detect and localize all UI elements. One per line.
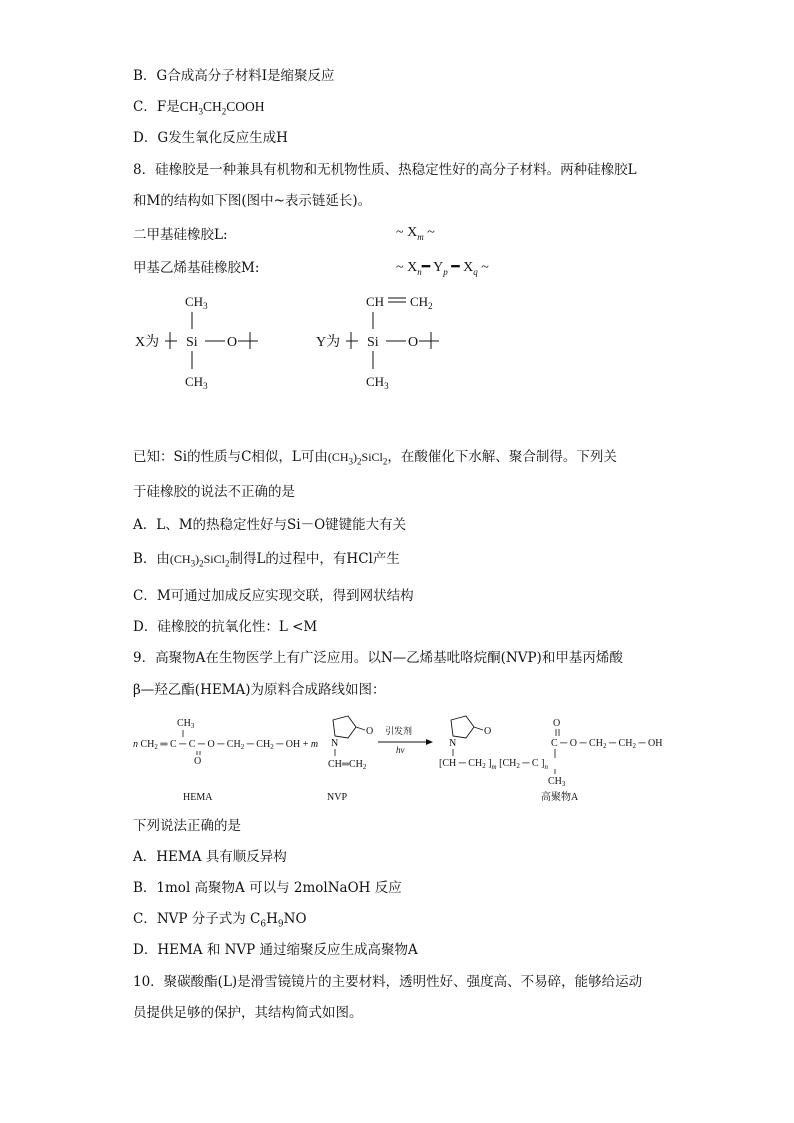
hema-label: HEMA [183,792,213,803]
y-si: Si [367,335,379,350]
x-o: O [227,335,238,350]
product-label: 高聚物A [541,792,579,803]
q8-xy-structures [130,285,470,400]
q8-option-c: C．M可通过加成反应实现交联，得到网状结构 [133,588,414,604]
product-n: N [449,738,457,749]
hema-formula: n $CH_2$ ═ C ─ C ─ O ─ $CH_2$ ─ $CH_2$ ─ OH + m [133,739,319,751]
q8-option-d: D．硅橡胶的抗氧化性：L <M [133,619,318,635]
product-ester: C ─ O ─ $CH_2$ ─ $CH_2$ ─ OH [551,738,663,750]
y-o: O [408,335,419,350]
q8-known-line2: 于硅橡胶的说法不正确的是 [133,484,295,500]
q9-ask: 下列说法正确的是 [133,818,241,834]
nvp-vinyl: $CH═CH_2$ [328,759,367,771]
q9-reaction-scheme [133,712,673,804]
q7-option-c [133,97,265,122]
q9-option-b: B．1mol 高聚物A 可以与 2molNaOH 反应 [133,880,402,896]
nvp-n: N [331,738,339,749]
x-label: X为 [135,335,160,350]
q9-option-a: A．HEMA 具有顺反异构 [133,849,287,865]
q8-option-a: A．L、M的热稳定性好与Si－O键键能大有关 [133,517,407,533]
q7-option-c-prefix: C．F是 [133,99,180,115]
arrow-bottom: hv [396,745,405,755]
q8-stem-line1: 8．硅橡胶是一种兼具有机物和无机物性质、热稳定性好的高分子材料。两种硅橡胶L [133,162,637,178]
q8-known-line1: 已知：Si的性质与C相似，L可由$(CH_3)_2SiCl_2$，在酸催化下水解、聚合制得。下列关 [133,449,617,467]
q8-m-formula: ~ $X_n━$ $Y_p$ ━ $X_q$ ~ [396,260,489,277]
q8-option-b: B．由$(CH_3)_2SiCl_2$制得L的过程中，有HCl产生 [133,551,400,569]
q7-option-b: B．G合成高分子材料I是缩聚反应 [133,68,335,84]
x-top-ch3: $CH_3$ [185,294,208,311]
q8-m-label: 甲基乙烯基硅橡胶M: [133,260,260,276]
q9-stem-line1: 9．高聚物A在生物医学上有广泛应用。以N—乙烯基吡咯烷酮(NVP)和甲基丙烯酸 [133,650,623,666]
nvp-label: NVP [327,792,348,803]
y-vinyl: CH [366,294,385,309]
product-o: O [484,726,492,737]
q8-l-formula: ~ $X_m$ ~ [396,225,435,242]
nvp-o: O [366,726,374,737]
y-vinyl-ch2: $CH_2$ [410,294,433,311]
q9-option-c: C．NVP 分子式为 $C_6H_9NO$ [133,911,307,930]
arrow-top: 引发剂 [385,726,413,736]
product-ch3: $CH_3$ [548,776,566,788]
q7-option-c-formula: $CH_3CH_2COOH$ [179,99,265,117]
y-bottom-ch3: $CH_3$ [366,374,389,391]
q10-stem-line2: 员提供足够的保护，其结构简式如图。 [133,1005,363,1021]
q8-stem-line2: 和M的结构如下图(图中~表示链延长)。 [133,193,372,209]
hema-carbonyl-o: O [194,756,202,767]
q9-option-d: D．HEMA 和 NVP 通过缩聚反应生成高聚物A [133,942,418,958]
x-si: Si [186,335,198,350]
product-carbonyl-o: O [553,718,561,729]
q10-stem-line1: 10．聚碳酸酯(L)是滑雪镜镜片的主要材料，透明性好、强度高、不易碎，能够给运动 [133,974,643,990]
x-bottom-ch3: $CH_3$ [185,374,208,391]
q9-stem-line2: β—羟乙酯(HEMA)为原料合成路线如图： [133,682,386,698]
y-label: Y为 [316,335,341,350]
product-chain: [CH ─ $CH_2$ ]$_m$ [$CH_2$ ─ C ]$_n$ [439,758,548,771]
q7-option-d: D．G发生氧化反应生成H [133,130,288,146]
q8-l-label: 二甲基硅橡胶L: [133,227,228,243]
hema-ch3: $CH_3$ [177,718,195,730]
